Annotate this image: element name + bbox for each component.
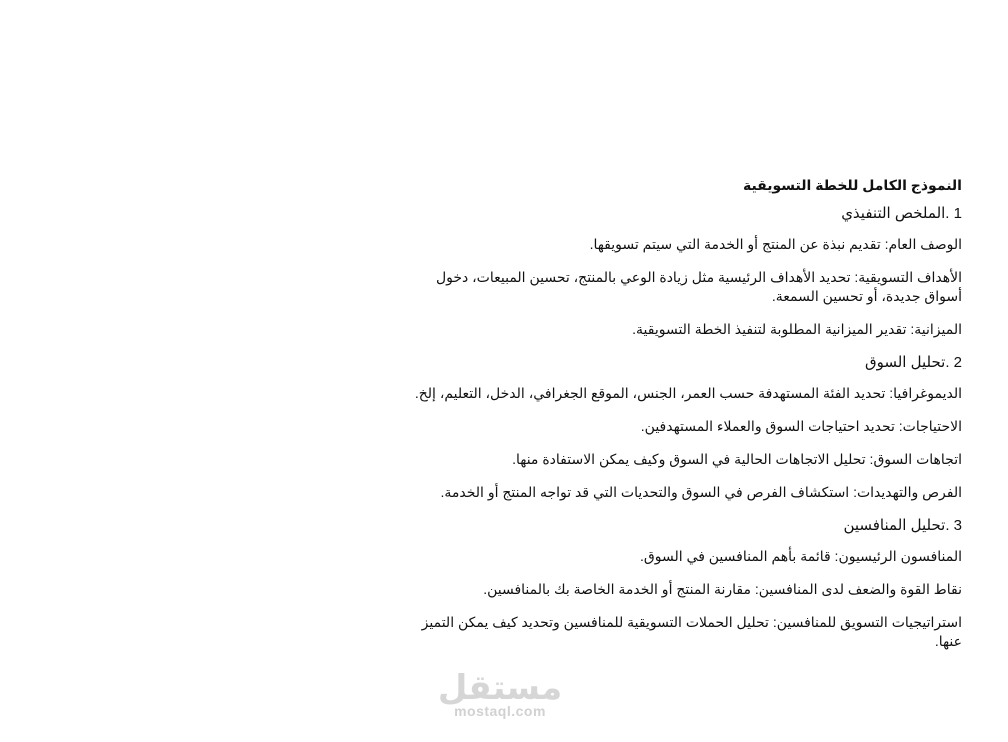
document-title: النموذج الكامل للخطة التسويقية xyxy=(742,177,962,193)
watermark-url: mostaql.com xyxy=(454,703,546,719)
section-heading-market-analysis: 2 .تحليل السوق xyxy=(864,354,962,371)
paragraph-general-description: الوصف العام: تقديم نبذة عن المنتج أو الخدمة التي سيتم تسويقها. xyxy=(589,236,962,252)
paragraph-needs: الاحتياجات: تحديد احتياجات السوق والعملاء المستهدفين. xyxy=(640,418,962,434)
paragraph-marketing-goals: الأهداف التسويقية: تحديد الأهداف الرئيسية مثل زيادة الوعي بالمنتج، تحسين المبيعات، دخول أسواق جديدة، أو تحسين السمعة. xyxy=(435,269,962,304)
watermark-logo: مستقل xyxy=(437,669,563,707)
paragraph-competitor-strategies: استراتيجيات التسويق للمنافسين: تحليل الحملات التسويقية للمنافسين وتحديد كيف يمكن التميز عنها. xyxy=(421,614,962,649)
paragraph-market-trends: اتجاهات السوق: تحليل الاتجاهات الحالية في السوق وكيف يمكن الاستفادة منها. xyxy=(512,451,962,467)
paragraph-budget: الميزانية: تقدير الميزانية المطلوبة لتنفيذ الخطة التسويقية. xyxy=(632,321,962,337)
section-heading-competitor-analysis: 3 .تحليل المنافسين xyxy=(843,517,962,534)
paragraph-main-competitors: المنافسون الرئيسيون: قائمة بأهم المنافسين في السوق. xyxy=(640,548,962,564)
section-heading-executive-summary: 1 .الملخص التنفيذي xyxy=(841,205,962,222)
document-body xyxy=(402,172,962,665)
paragraph-demographics: الديموغرافيا: تحديد الفئة المستهدفة حسب العمر، الجنس، الموقع الجغرافي، الدخل، التعليم، إلخ. xyxy=(414,385,962,401)
paragraph-opportunities-threats: الفرص والتهديدات: استكشاف الفرص في السوق والتحديات التي قد تواجه المنتج أو الخدمة. xyxy=(440,484,962,500)
watermark xyxy=(420,669,580,719)
paragraph-strengths-weaknesses: نقاط القوة والضعف لدى المنافسين: مقارنة المنتج أو الخدمة الخاصة بك بالمنافسين. xyxy=(483,581,962,597)
